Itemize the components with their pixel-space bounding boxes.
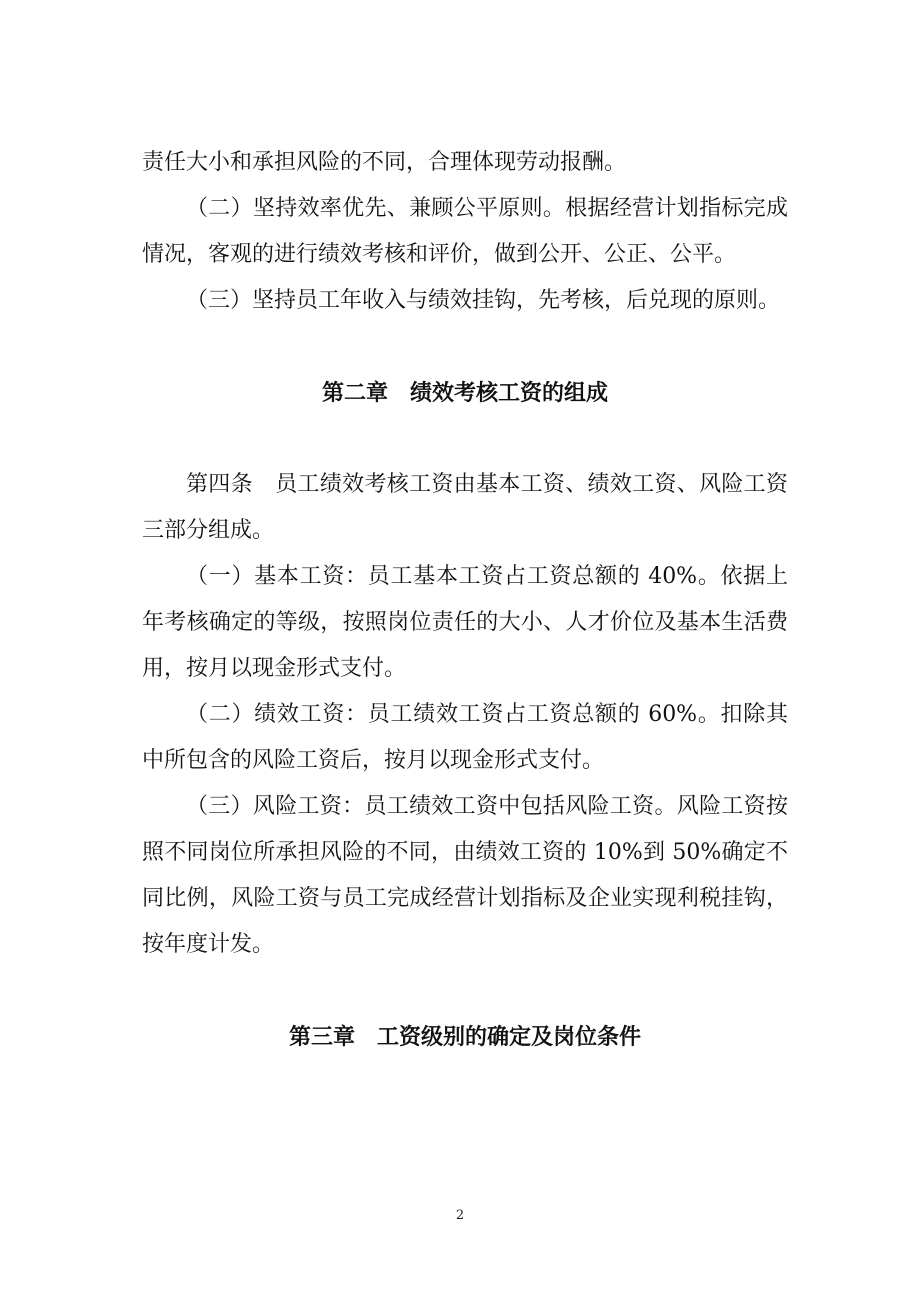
- document-body: [142, 140, 788, 1060]
- paragraph-continuation: 责任大小和承担风险的不同，合理体现劳动报酬。: [142, 150, 627, 175]
- spacer: [142, 416, 788, 462]
- chapter-3-heading: 第三章 工资级别的确定及岗位条件: [288, 1024, 641, 1050]
- chapter-2-heading: 第二章 绩效考核工资的组成: [321, 380, 608, 406]
- page-number: 2: [455, 1208, 465, 1223]
- article-4-paragraph: 第四条 员工绩效考核工资由基本工资、绩效工资、风险工资三部分组成。: [142, 472, 788, 543]
- paragraph-base-salary: （一）基本工资：员工基本工资占工资总额的 40%。依据上年考核确定的等级，按照岗位责任的大小、人才价位及基本生活费用，按月以现金形式支付。: [142, 564, 788, 681]
- paragraph-performance-salary: （二）绩效工资：员工绩效工资占工资总额的 60%。扣除其中所包含的风险工资后，按月以现金形式支付。: [142, 702, 788, 773]
- paragraph-principle-3: （三）坚持员工年收入与绩效挂钩，先考核，后兑现的原则。: [186, 288, 781, 313]
- paragraph-principle-2: （二）坚持效率优先、兼顾公平原则。根据经营计划指标完成情况，客观的进行绩效考核和评价，做到公开、公正、公平。: [142, 196, 788, 267]
- spacer: [142, 968, 788, 1014]
- paragraph-risk-salary: （三）风险工资：员工绩效工资中包括风险工资。风险工资按照不同岗位所承担风险的不同，由绩效工资的 10%到 50%确定不同比例，风险工资与员工完成经营计划指标及企业实现利税挂钩，按年度计发。: [142, 794, 788, 957]
- spacer: [142, 324, 788, 370]
